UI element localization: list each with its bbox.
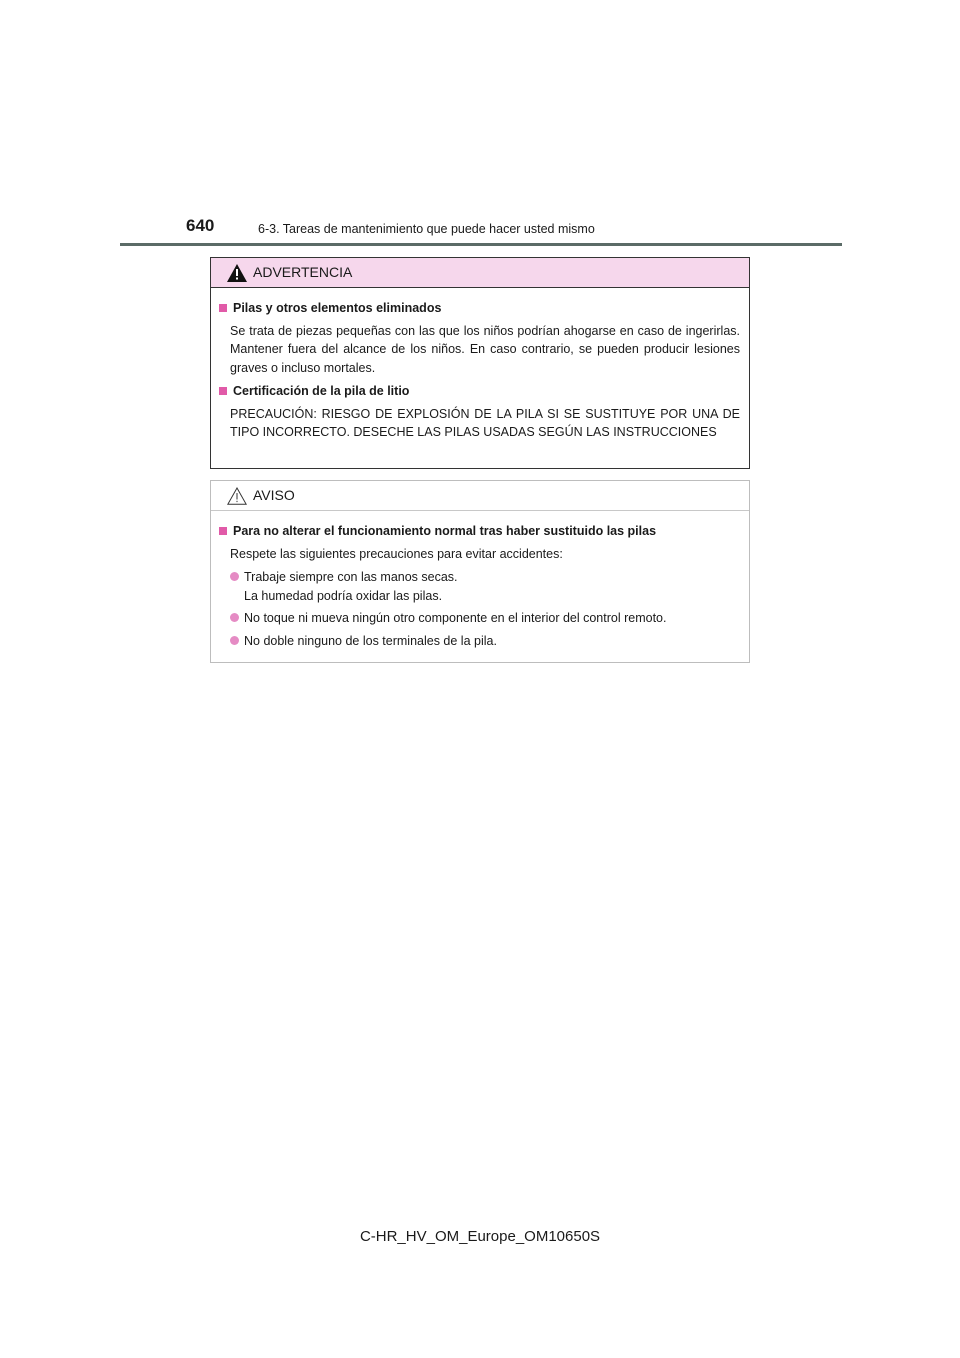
document-code: C-HR_HV_OM_Europe_OM10650S	[359, 1228, 601, 1245]
warning-item-heading	[219, 382, 740, 401]
warning-title: ADVERTENCIA	[253, 264, 353, 280]
warning-item-text: PRECAUCIÓN: RIESGO DE EXPLOSIÓN DE LA PILA SI SE SUSTITUYE POR UNA DE TIPO INCORRECTO. DESECHE LAS PILAS USADAS SEGÚN LAS INSTRUCCIONES	[230, 406, 740, 439]
square-bullet-icon	[219, 387, 227, 395]
list-item-text: Trabaje siempre con las manos secas.	[244, 570, 458, 584]
notice-title: AVISO	[253, 487, 295, 503]
square-bullet-icon	[219, 527, 227, 535]
warning-box	[210, 257, 750, 469]
notice-triangle-icon	[227, 487, 247, 505]
list-item-text: La humedad podría oxidar las pilas.	[244, 588, 443, 603]
warning-item-heading	[219, 299, 740, 318]
warning-box-header	[211, 258, 749, 288]
list-item	[230, 609, 740, 628]
notice-heading-text: Para no alterar el funcionamiento normal tras haber sustituido las pilas	[233, 524, 657, 538]
warning-item-heading-text: Certificación de la pila de litio	[233, 384, 410, 398]
notice-body	[211, 511, 749, 650]
notice-intro: Respete las siguientes precauciones para evitar accidentes:	[230, 546, 563, 561]
list-item	[230, 568, 740, 605]
section-title: 6-3. Tareas de mantenimiento que puede hacer usted mismo	[258, 222, 595, 236]
warning-triangle-icon	[227, 264, 247, 282]
warning-item-text: Se trata de piezas pequeñas con las que los niños podrían ahogarse en caso de ingerirlas. Mantener fuera del alcance de los niños. En caso contrario, se pueden producir lesiones graves o incluso mortales.	[230, 323, 740, 375]
notice-box-header	[211, 481, 749, 511]
header-rule	[120, 243, 842, 246]
round-bullet-icon	[230, 613, 239, 622]
round-bullet-icon	[230, 636, 239, 645]
notice-box	[210, 480, 750, 663]
square-bullet-icon	[219, 304, 227, 312]
list-item-text: No doble ninguno de los terminales de la pila.	[244, 633, 497, 648]
page-number: 640	[186, 216, 215, 235]
round-bullet-icon	[230, 572, 239, 581]
notice-heading	[219, 522, 740, 541]
list-item	[230, 632, 740, 651]
warning-body	[211, 288, 749, 442]
warning-item-heading-text: Pilas y otros elementos eliminados	[233, 301, 442, 315]
list-item-text: No toque ni mueva ningún otro componente en el interior del control remoto.	[244, 611, 667, 625]
